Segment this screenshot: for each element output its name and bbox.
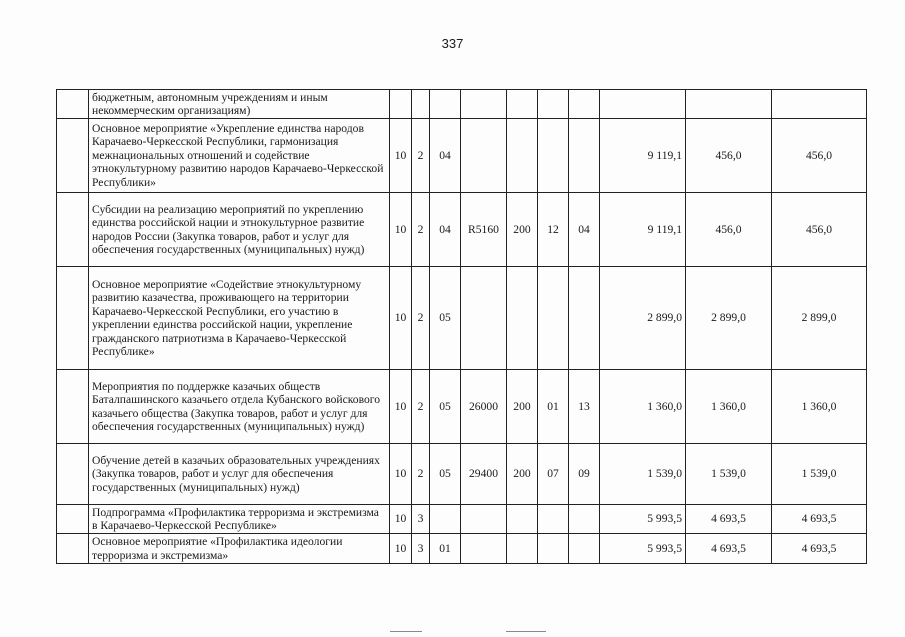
row-code-cell: 10 <box>390 119 412 193</box>
row-code-cell: 01 <box>538 370 569 444</box>
row-code-cell: 01 <box>430 534 461 564</box>
footer-rule <box>390 631 422 632</box>
row-amount-cell: 9 119,1 <box>600 193 686 267</box>
row-amount-cell <box>772 90 867 119</box>
row-name-cell: бюджетным, автономным учреждениям и иным некоммерческим организациям) <box>89 90 390 119</box>
table-body <box>57 90 867 564</box>
row-blank-cell <box>57 505 89 534</box>
row-code-cell <box>461 534 507 564</box>
row-blank-cell <box>57 370 89 444</box>
row-code-cell: 10 <box>390 370 412 444</box>
row-amount-cell: 1 539,0 <box>686 444 772 505</box>
row-code-cell: 05 <box>430 267 461 370</box>
budget-table <box>56 89 867 564</box>
row-code-cell: 2 <box>412 119 430 193</box>
table-row <box>57 444 867 505</box>
row-amount-cell: 1 539,0 <box>600 444 686 505</box>
row-code-cell: 26000 <box>461 370 507 444</box>
table-row <box>57 505 867 534</box>
row-code-cell <box>430 505 461 534</box>
row-amount-cell: 456,0 <box>686 193 772 267</box>
row-code-cell <box>507 505 538 534</box>
row-code-cell <box>538 534 569 564</box>
row-code-cell: 12 <box>538 193 569 267</box>
row-code-cell <box>569 267 600 370</box>
row-code-cell <box>569 90 600 119</box>
row-amount-cell: 5 993,5 <box>600 534 686 564</box>
row-code-cell <box>390 90 412 119</box>
row-code-cell <box>538 505 569 534</box>
row-code-cell <box>430 90 461 119</box>
row-code-cell: 04 <box>569 193 600 267</box>
row-code-cell <box>461 119 507 193</box>
row-amount-cell: 456,0 <box>772 193 867 267</box>
table-row <box>57 119 867 193</box>
row-code-cell <box>461 90 507 119</box>
row-amount-cell: 2 899,0 <box>772 267 867 370</box>
table-row <box>57 534 867 564</box>
row-name-cell: Основное мероприятие «Содействие этнокультурному развитию казачества, проживающего на территории Карачаево-Черкесской Республики, его участию в укреплении единства российской нации, укрепление гражданского патриотизма в Карачаево-Черкесской Республике» <box>89 267 390 370</box>
row-amount-cell: 4 693,5 <box>772 505 867 534</box>
row-name-cell: Обучение детей в казачьих образовательных учреждениях (Закупка товаров, работ и услуг для обеспечения государственных (муниципальных) нужд) <box>89 444 390 505</box>
row-blank-cell <box>57 119 89 193</box>
row-amount-cell: 5 993,5 <box>600 505 686 534</box>
row-code-cell: 10 <box>390 505 412 534</box>
row-name-cell: Подпрограмма «Профилактика терроризма и экстремизма в Карачаево-Черкесской Республике» <box>89 505 390 534</box>
row-code-cell: 200 <box>507 193 538 267</box>
row-code-cell <box>538 119 569 193</box>
row-blank-cell <box>57 534 89 564</box>
row-code-cell <box>461 505 507 534</box>
row-amount-cell: 4 693,5 <box>686 534 772 564</box>
footer-rule <box>506 631 546 632</box>
row-amount-cell: 456,0 <box>772 119 867 193</box>
row-code-cell: 2 <box>412 444 430 505</box>
row-code-cell <box>507 534 538 564</box>
row-code-cell: 29400 <box>461 444 507 505</box>
row-code-cell <box>538 267 569 370</box>
row-name-cell: Основное мероприятие «Профилактика идеологии терроризма и экстремизма» <box>89 534 390 564</box>
row-amount-cell: 2 899,0 <box>600 267 686 370</box>
page-number: 337 <box>441 36 464 51</box>
row-code-cell <box>507 267 538 370</box>
row-name-cell: Мероприятия по поддержке казачьих обществ Баталпашинского казачьего отдела Кубанского войскового казачьего общества (Закупка товаров, работ и услуг для обеспечения государственных (муниципальных) нужд) <box>89 370 390 444</box>
row-amount-cell <box>686 90 772 119</box>
row-code-cell <box>569 119 600 193</box>
row-blank-cell <box>57 267 89 370</box>
row-code-cell: 04 <box>430 193 461 267</box>
row-name-cell: Основное мероприятие «Укрепление единства народов Карачаево-Черкесской Республики, гармонизация межнациональных отношений и содействие этнокультурному развитию народов Карачаево-Черкесской Республики» <box>89 119 390 193</box>
row-code-cell: 2 <box>412 193 430 267</box>
row-code-cell: 07 <box>538 444 569 505</box>
row-code-cell: 2 <box>412 267 430 370</box>
row-blank-cell <box>57 90 89 119</box>
row-amount-cell: 4 693,5 <box>772 534 867 564</box>
row-code-cell: 05 <box>430 444 461 505</box>
row-amount-cell <box>600 90 686 119</box>
row-code-cell <box>569 505 600 534</box>
row-code-cell <box>507 119 538 193</box>
row-code-cell: 05 <box>430 370 461 444</box>
table-row <box>57 193 867 267</box>
row-code-cell: 04 <box>430 119 461 193</box>
row-amount-cell: 2 899,0 <box>686 267 772 370</box>
row-code-cell: 3 <box>412 534 430 564</box>
row-code-cell: R5160 <box>461 193 507 267</box>
table-row <box>57 370 867 444</box>
row-code-cell: 09 <box>569 444 600 505</box>
row-amount-cell: 1 360,0 <box>600 370 686 444</box>
row-amount-cell: 4 693,5 <box>686 505 772 534</box>
row-amount-cell: 9 119,1 <box>600 119 686 193</box>
row-code-cell: 10 <box>390 444 412 505</box>
row-blank-cell <box>57 444 89 505</box>
row-code-cell: 10 <box>390 267 412 370</box>
row-amount-cell: 1 360,0 <box>772 370 867 444</box>
row-code-cell: 2 <box>412 370 430 444</box>
row-amount-cell: 456,0 <box>686 119 772 193</box>
row-code-cell: 13 <box>569 370 600 444</box>
row-name-cell: Субсидии на реализацию мероприятий по укреплению единства российской нации и этнокультурное развитие народов России (Закупка товаров, работ и услуг для обеспечения государственных (муниципальных) нужд) <box>89 193 390 267</box>
row-code-cell: 3 <box>412 505 430 534</box>
table-row <box>57 267 867 370</box>
row-code-cell <box>507 90 538 119</box>
row-code-cell: 10 <box>390 193 412 267</box>
row-code-cell <box>461 267 507 370</box>
row-code-cell: 200 <box>507 370 538 444</box>
row-code-cell <box>569 534 600 564</box>
row-code-cell <box>412 90 430 119</box>
table-row <box>57 90 867 119</box>
row-code-cell <box>538 90 569 119</box>
row-amount-cell: 1 539,0 <box>772 444 867 505</box>
row-code-cell: 200 <box>507 444 538 505</box>
row-code-cell: 10 <box>390 534 412 564</box>
row-blank-cell <box>57 193 89 267</box>
row-amount-cell: 1 360,0 <box>686 370 772 444</box>
